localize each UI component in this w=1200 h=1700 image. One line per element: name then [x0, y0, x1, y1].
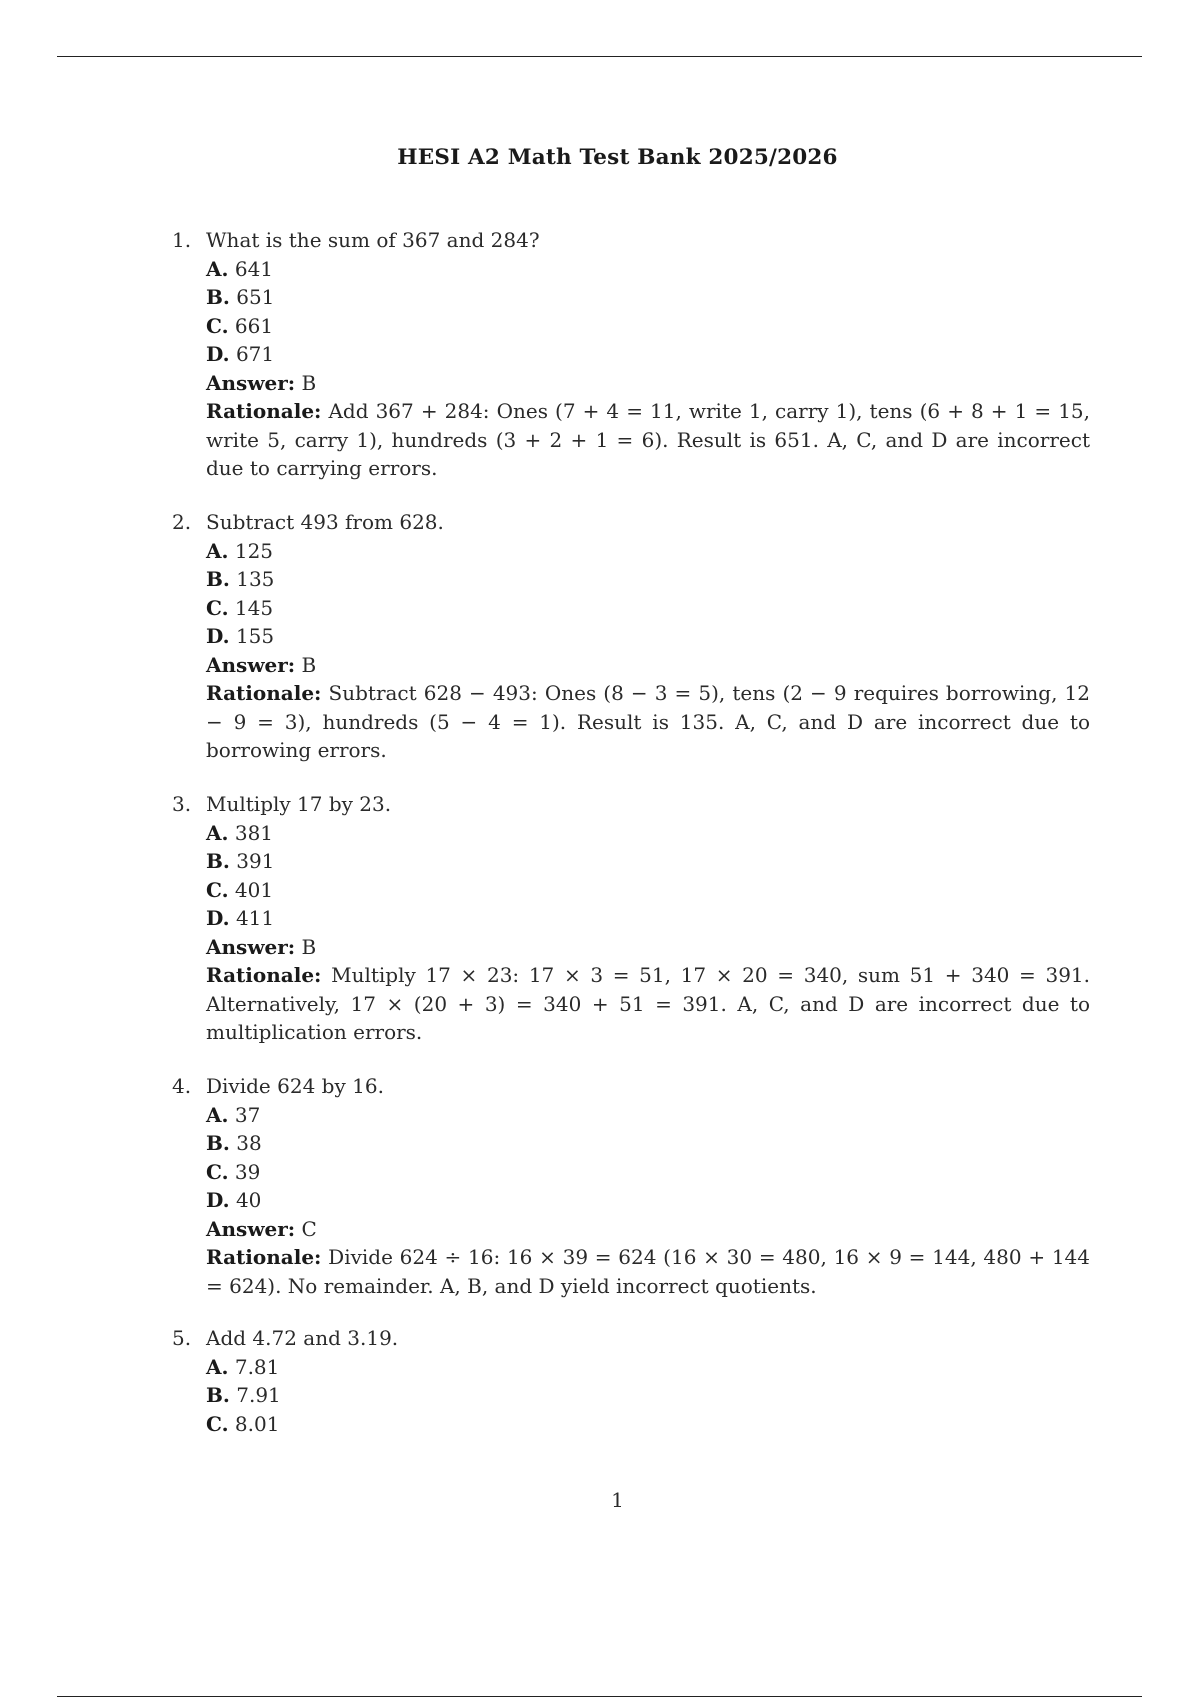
option-c: [206, 594, 1090, 623]
option-letter: A.: [206, 256, 229, 281]
option-letter: D.: [206, 342, 230, 366]
option-b: [206, 283, 1090, 312]
answer-label: Answer:: [206, 1216, 296, 1241]
rationale-label: Rationale:: [206, 399, 322, 423]
option-b: [206, 565, 1090, 594]
option-c: [206, 876, 1090, 905]
option-letter: C.: [206, 1411, 229, 1436]
option-letter: A.: [206, 1102, 229, 1127]
option-text: 651: [236, 285, 275, 309]
question-1: [172, 226, 1090, 483]
option-letter: B.: [206, 1131, 230, 1155]
option-text: 671: [235, 342, 275, 366]
option-text: 40: [235, 1188, 262, 1212]
question-text: Multiply 17 by 23.: [206, 792, 392, 816]
rationale-text: Multiply 17 × 23: 17 × 3 = 51, 17 × 20 = 340, sum 51 + 340 = 391. Alternatively, 17 × (20 + 3) = 340 + 51 = 391. A, C, and D are incorrect due to multiplication errors.: [206, 963, 1091, 1044]
option-c: [206, 312, 1090, 341]
option-c: [206, 1158, 1090, 1187]
option-b: [206, 847, 1090, 876]
option-text: 145: [234, 595, 274, 620]
option-text: 7.81: [234, 1354, 280, 1379]
rationale: [206, 961, 1090, 1047]
option-text: 38: [236, 1131, 262, 1155]
rationale: [206, 397, 1090, 483]
option-text: 39: [234, 1159, 261, 1184]
option-letter: C.: [206, 877, 229, 902]
answer-label: Answer:: [206, 370, 296, 395]
answer: [206, 651, 1090, 680]
option-letter: D.: [206, 1188, 230, 1212]
option-d: [206, 622, 1090, 651]
question-4: [172, 1072, 1090, 1300]
page-title: HESI A2 Math Test Bank 2025/2026: [397, 145, 838, 170]
option-b: [206, 1381, 1090, 1410]
option-text: 391: [236, 849, 275, 873]
option-letter: C.: [206, 595, 229, 620]
question-number: 3.: [172, 792, 192, 816]
rationale-label: Rationale:: [206, 681, 322, 705]
option-text: 401: [234, 877, 274, 902]
rationale: [206, 679, 1090, 765]
option-a: [206, 819, 1090, 848]
answer: [206, 933, 1090, 962]
answer-value: C: [301, 1216, 317, 1241]
option-c: [206, 1410, 1090, 1439]
option-a: [206, 1101, 1090, 1130]
question-text: Add 4.72 and 3.19.: [206, 1326, 399, 1350]
option-d: [206, 1186, 1090, 1215]
rationale: [206, 1243, 1090, 1300]
answer-value: B: [301, 934, 317, 959]
question-3: [172, 790, 1090, 1047]
rationale-text: Divide 624 ÷ 16: 16 × 39 = 624 (16 × 30 = 480, 16 × 9 = 144, 480 + 144 = 624). No remainder. A, B, and D yield incorrect quotients.: [206, 1245, 1090, 1298]
question-number: 4.: [172, 1074, 192, 1098]
option-a: [206, 537, 1090, 566]
question-number: 5.: [172, 1326, 192, 1350]
question-text: Subtract 493 from 628.: [206, 510, 444, 534]
option-text: 8.01: [234, 1411, 280, 1436]
option-text: 381: [234, 820, 274, 845]
option-letter: A.: [206, 1354, 229, 1379]
option-text: 135: [236, 567, 275, 591]
option-a: [206, 1353, 1090, 1382]
answer: [206, 1215, 1090, 1244]
option-letter: A.: [206, 538, 229, 563]
option-letter: B.: [206, 567, 230, 591]
option-text: 661: [234, 313, 274, 338]
answer-value: B: [301, 652, 317, 677]
question-number: 1.: [172, 228, 192, 252]
answer-label: Answer:: [206, 934, 296, 959]
answer: [206, 369, 1090, 398]
option-text: 37: [234, 1102, 261, 1127]
option-text: 7.91: [236, 1383, 281, 1407]
option-b: [206, 1129, 1090, 1158]
rationale-text: Add 367 + 284: Ones (7 + 4 = 11, write 1, carry 1), tens (6 + 8 + 1 = 15, write 5, carry 1), hundreds (3 + 2 + 1 = 6). Result is 651. A, C, and D are incorrect due to carrying errors.: [206, 399, 1091, 480]
bottom-rule: [57, 1696, 1142, 1697]
rationale-text: Subtract 628 − 493: Ones (8 − 3 = 5), tens (2 − 9 requires borrowing, 12 − 9 = 3), hundreds (5 − 4 = 1). Result is 135. A, C, and D are incorrect due to borrowing errors.: [206, 681, 1091, 762]
question-2: [172, 508, 1090, 765]
option-letter: A.: [206, 820, 229, 845]
option-letter: B.: [206, 1383, 230, 1407]
option-letter: C.: [206, 313, 229, 338]
option-text: 411: [235, 906, 275, 930]
option-letter: D.: [206, 624, 230, 648]
rationale-label: Rationale:: [206, 1245, 322, 1269]
answer-value: B: [301, 370, 317, 395]
option-d: [206, 340, 1090, 369]
question-text: Divide 624 by 16.: [206, 1074, 384, 1098]
option-letter: C.: [206, 1159, 229, 1184]
rationale-label: Rationale:: [206, 963, 322, 987]
option-letter: B.: [206, 849, 230, 873]
page-number: 1: [611, 1488, 624, 1512]
option-text: 125: [234, 538, 274, 563]
option-text: 155: [235, 624, 275, 648]
option-text: 641: [234, 256, 274, 281]
option-letter: B.: [206, 285, 230, 309]
option-letter: D.: [206, 906, 230, 930]
option-d: [206, 904, 1090, 933]
option-a: [206, 255, 1090, 284]
question-number: 2.: [172, 510, 192, 534]
question-text: What is the sum of 367 and 284?: [206, 228, 540, 252]
answer-label: Answer:: [206, 652, 296, 677]
question-5: [172, 1324, 1090, 1438]
top-rule: [57, 56, 1142, 57]
